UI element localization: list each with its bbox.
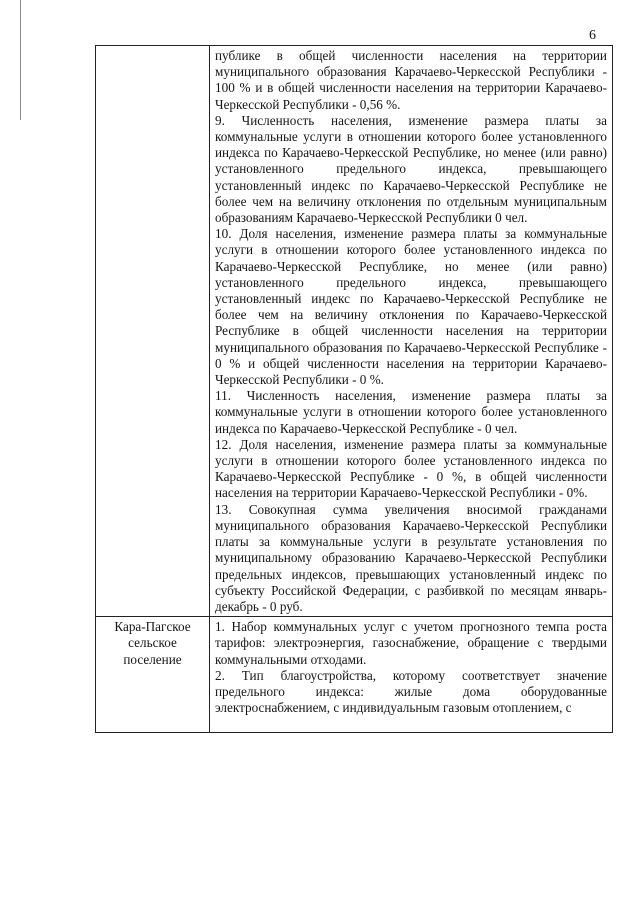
paragraph: публике в общей численности населения на территории муниципального образования Карачаево-Черкесской Республики - 100 % и в общей численности населения на территории Карачаево-Черкесской Республики - 0,56 %. xyxy=(215,48,607,112)
page-number: 6 xyxy=(589,28,596,43)
municipality-name-line: поселение xyxy=(123,651,182,667)
municipality-cell xyxy=(96,46,210,617)
paragraph: 13. Совокупная сумма увеличения вносимой гражданами муниципального образования Карачаево-Черкесской Республики платы за коммунальные услуги в результате установления по муниципальному образованию Карачаево-Черкесской Республики предельных индексов, превышающих установленный индекс по субъекту Российской Федерации, с разбивкой по месяцам январь-декабрь - 0 руб. xyxy=(215,501,607,614)
paragraph: 10. Доля населения, изменение размера платы за коммунальные услуги в отношении которого более установленного индекса по Карачаево-Черкесской Республике, но менее (или равно) установленного предельного индекса, превышающего установленный индекс по Карачаево-Черкесской Республике не более чем на величину отклонения по Карачаево-Черкесской Республике в общей численности населения на территории муниципального образования по Карачаево-Черкесской Республике - 0 % и общей численности населения на территории Карачаево-Черкесской Республики - 0 %. xyxy=(215,226,607,388)
table-row xyxy=(96,617,613,733)
paragraph: 11. Численность населения, изменение размера платы за коммунальные услуги в отношении которого более установленного индекса по Карачаево-Черкесской Республике - 0 чел. xyxy=(215,388,607,436)
indices-table xyxy=(95,45,613,733)
paragraph: 2. Тип благоустройства, которому соответствует значение предельного индекса: жилые дома оборудованные электроснабжением, с индивидуальным газовым отоплением, с xyxy=(215,667,607,716)
paragraph: 12. Доля населения, изменение размера платы за коммунальные услуги в отношении которого более установленного индекса по Карачаево-Черкесской Республике - 0 %, в общей численности населения на территории Карачаево-Черкесской Республики - 0%. xyxy=(215,436,607,501)
description-text xyxy=(215,619,607,731)
municipality-cell xyxy=(96,617,210,733)
municipality-name-line: сельское xyxy=(128,635,177,651)
paragraph: 1. Набор коммунальных услуг с учетом прогнозного темпа роста тарифов: электроэнергия, газоснабжение, обращение с твердыми коммунальными отходами. xyxy=(215,619,607,667)
table-row xyxy=(96,46,613,617)
description-cell xyxy=(210,617,613,733)
margin-rule xyxy=(20,0,21,120)
paragraph: 9. Численность населения, изменение размера платы за коммунальные услуги в отношении которого более установленного индекса по Карачаево-Черкесской Республике, но менее (или равно) установленного предельного индекса, превышающего установленный индекс по Карачаево-Черкесской Республике не более чем на величину отклонения по отдельным муниципальным образованиям Карачаево-Черкесской Республики 0 чел. xyxy=(215,112,607,226)
municipality-name-line: Кара-Пагское xyxy=(114,619,191,635)
description-cell xyxy=(210,46,613,617)
